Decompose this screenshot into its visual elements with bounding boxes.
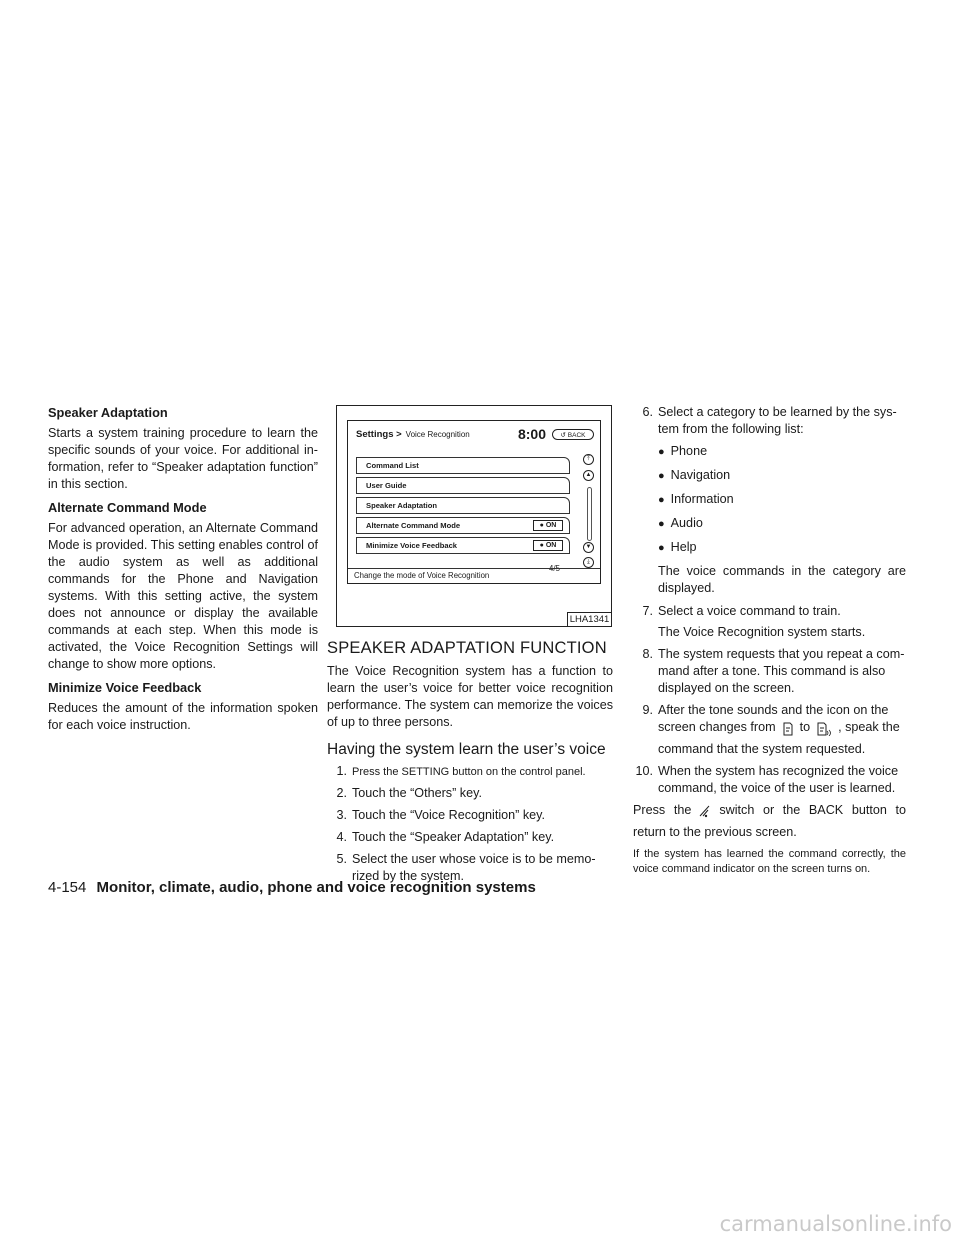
- list-item: ● Information: [658, 492, 734, 506]
- page-number: 4-154: [48, 879, 87, 896]
- menu-item-speaker-adaptation: Speaker Adaptation: [356, 497, 570, 514]
- paragraph-alternate-command-mode: For advanced operation, an Alternate Command Mode is provided. This setting enables control of the audio system as well as additional commands for the Phone and Navigation systems. With this setting active, the system does not announce or display the available commands at each step. When this mode is activated, the Voice Recognition Settings will change to show more options.: [48, 521, 318, 671]
- screen-illustration: [347, 420, 601, 584]
- scroll-down-icon: ▼: [583, 542, 594, 553]
- screen-title: Settings > Voice Recognition: [356, 429, 470, 440]
- screen-subtitle: Voice Recognition: [405, 430, 470, 439]
- list-item: 1. Press the SETTING button on the control panel.: [336, 764, 586, 778]
- scroll-top-icon: ⤒: [583, 454, 594, 465]
- menu-item-alternate-command-mode: Alternate Command Mode ● ON: [356, 517, 570, 534]
- paragraph-learned-note: If the system has learned the command correctly, the voice command indicator on the screen turns on.: [633, 848, 906, 875]
- list-item: 8. The system requests that you repeat a command after a tone. This command is also displayed on the screen.: [642, 647, 905, 695]
- heading-speaker-adaptation: Speaker Adaptation: [48, 405, 168, 420]
- list-item: 10. When the system has recognized the voice command, the voice of the user is learned.: [635, 764, 899, 795]
- figure-voice-recognition-settings: [336, 405, 612, 627]
- bullet-icon: ●: [658, 446, 665, 458]
- menu-item-user-guide: User Guide: [356, 477, 570, 494]
- scroll-up-icon: ▲: [583, 470, 594, 481]
- bullet-icon: ●: [658, 518, 665, 530]
- voice-active-icon: [816, 722, 832, 741]
- talk-switch-icon: [697, 803, 713, 824]
- paragraph-press-switch: Press the switch or the BACK button to return to the previous screen.: [633, 803, 906, 839]
- steps-list-continued-2: [633, 603, 906, 797]
- list-item: 3. Touch the “Voice Recognition” key.: [336, 808, 545, 822]
- section-heading: SPEAKER ADAPTATION FUNCTION: [327, 639, 607, 657]
- steps-list-continued: [633, 404, 906, 438]
- bullet-icon: ●: [658, 470, 665, 482]
- page-footer: [48, 879, 536, 896]
- watermark: carmanualsonline.info: [719, 1212, 952, 1236]
- paragraph-speaker-adaptation: Starts a system training procedure to learn the specific sounds of your voice. For additional information, refer to “Speaker adaptation function” in this section.: [48, 426, 318, 491]
- left-column: [48, 404, 318, 740]
- right-column: [633, 404, 906, 883]
- list-item: 4. Touch the “Speaker Adaptation” key.: [336, 830, 555, 844]
- list-item: ● Help: [658, 540, 697, 554]
- paragraph-category-note: The voice commands in the category are displayed.: [658, 564, 906, 595]
- category-list: [633, 443, 906, 557]
- subsection-heading: Having the system learn the user’s voice: [327, 741, 606, 758]
- status-bar: Change the mode of Voice Recognition: [348, 568, 600, 583]
- chapter-title: Monitor, climate, audio, phone and voice recognition systems: [96, 879, 536, 896]
- bullet-icon: ●: [658, 494, 665, 506]
- heading-alternate-command-mode: Alternate Command Mode: [48, 500, 207, 515]
- screen-header: [354, 426, 594, 445]
- list-item: 2. Touch the “Others” key.: [336, 786, 482, 800]
- list-item: 9. After the tone sounds and the icon on the screen changes from to , speak the command that the system requested.: [642, 703, 900, 756]
- paragraph-minimize-voice-feedback: Reduces the amount of the information spoken for each voice instruction.: [48, 701, 318, 732]
- steps-list: [327, 763, 613, 885]
- list-item: ● Audio: [658, 516, 703, 530]
- page-indicator: 4/5: [548, 564, 560, 573]
- middle-column: [327, 632, 613, 890]
- voice-standby-icon: [782, 722, 794, 741]
- back-button: ↺ BACK: [552, 429, 594, 440]
- paragraph-intro: The Voice Recognition system has a function to learn the user’s voice for better voice recognition performance. The system can memorize the voices of up to three persons.: [327, 664, 613, 729]
- list-item: ● Phone: [658, 444, 708, 458]
- list-item: 6. Select a category to be learned by the system from the following list:: [642, 405, 897, 436]
- menu-item-command-list: Command List: [356, 457, 570, 474]
- menu-item-minimize-voice-feedback: Minimize Voice Feedback ● ON: [356, 537, 570, 554]
- heading-minimize-voice-feedback: Minimize Voice Feedback: [48, 680, 202, 695]
- list-item: 7. Select a voice command to train. The Voice Recognition system starts.: [642, 604, 866, 639]
- toggle-minimize-voice-feedback: ● ON: [533, 540, 563, 551]
- screen-clock: 8:00: [517, 426, 546, 442]
- scroll-bottom-icon: ⤓: [583, 557, 594, 568]
- list-item: 5. Select the user whose voice is to be memorized by the system.: [336, 852, 596, 883]
- list-item: ● Navigation: [658, 468, 731, 482]
- figure-label: LHA1341: [567, 612, 611, 626]
- toggle-alternate-command-mode: ● ON: [533, 520, 563, 531]
- scrollbar-track: [587, 487, 592, 541]
- bullet-icon: ●: [658, 542, 665, 554]
